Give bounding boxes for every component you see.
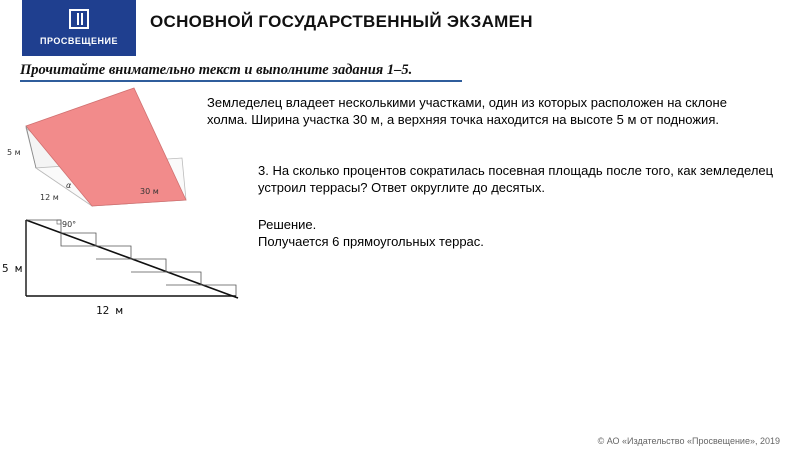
- terrace-height-label: 5 м: [2, 262, 22, 275]
- right-angle-marker: [57, 220, 61, 224]
- sloped-plot: [26, 88, 186, 206]
- copyright: © АО «Издательство «Просвещение», 2019: [597, 436, 780, 446]
- logo-text: ПРОСВЕЩЕНИЕ: [39, 36, 118, 46]
- terrace-figure: [2, 220, 238, 317]
- question-text: 3. На сколько процентов сократилась посевная площадь после того, как земледелец устроил террасы? Ответ округлите до десятых.: [258, 163, 774, 195]
- instruction-heading: Прочитайте внимательно текст и выполните задания 1–5.: [20, 62, 413, 78]
- slope-height-label: 5 м: [7, 148, 21, 157]
- slope-angle-label: α: [66, 181, 72, 190]
- solution-label: Решение.: [258, 217, 317, 232]
- solution-text: Получается 6 прямоугольных террас.: [258, 234, 484, 249]
- terrace-angle-label: 90°: [62, 220, 77, 229]
- terrace-base-label: 12 м: [96, 304, 123, 317]
- page-title: ОСНОВНОЙ ГОСУДАРСТВЕННЫЙ ЭКЗАМЕН: [150, 12, 533, 31]
- slope-base-label: 12 м: [40, 193, 59, 202]
- task-text: Земледелец владеет несколькими участками, один из которых расположен на склоне холма. Ширина участка 30 м, а верхняя точка находится на высоте 5 м от подножия.: [207, 95, 727, 127]
- slope-figure: [7, 88, 186, 206]
- slope-width-label: 30 м: [140, 187, 159, 196]
